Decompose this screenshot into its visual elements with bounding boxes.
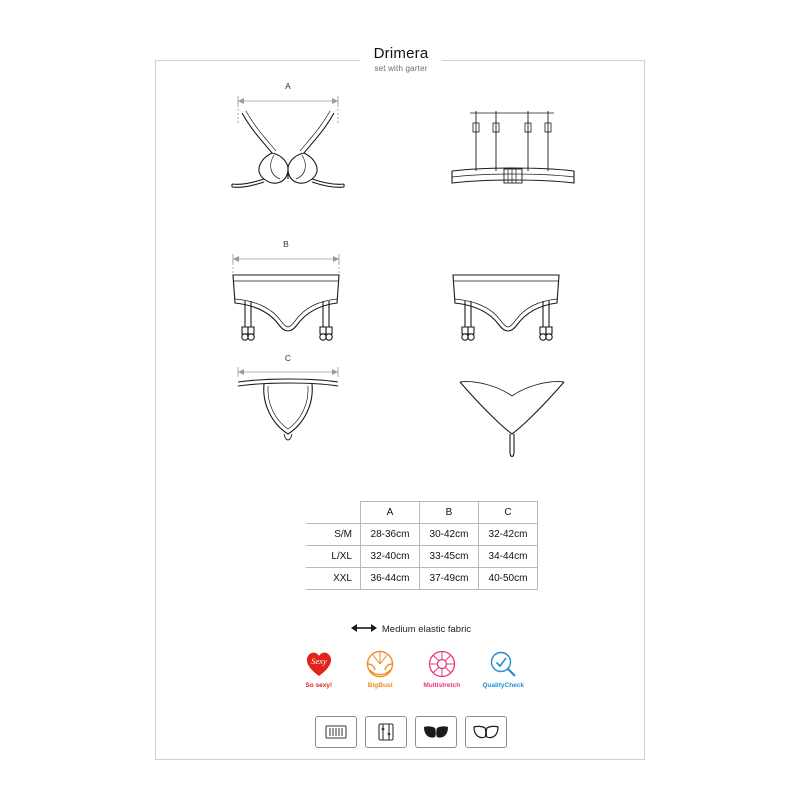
badge-so-sexy: [296, 649, 342, 690]
hand-wash-icon: [315, 716, 357, 748]
cell-xxl-c: 40-50cm: [479, 568, 538, 590]
left-right-arrow-icon: [351, 623, 377, 636]
cell-xxl-a: 36-44cm: [361, 568, 420, 590]
table-row: [306, 568, 538, 590]
dimension-label-b: B: [283, 239, 289, 249]
badge-label-bigbust: BigBust: [367, 682, 393, 689]
dimension-label-c: C: [284, 353, 292, 363]
row-header-sm: S/M: [306, 524, 361, 546]
no-tumble-dry-icon: [365, 716, 407, 748]
page-title: Drimera: [373, 45, 429, 62]
page-subtitle: set with garter: [374, 64, 428, 73]
cell-lxl-b: 33-45cm: [420, 546, 479, 568]
care-icon-row: [296, 716, 526, 748]
table-col-header-c: C: [479, 502, 538, 524]
cell-sm-b: 30-42cm: [420, 524, 479, 546]
badge-multistretch: [419, 649, 465, 690]
table-row: [306, 546, 538, 568]
row-header-lxl: L/XL: [306, 546, 361, 568]
cell-xxl-b: 37-49cm: [420, 568, 479, 590]
elastic-fabric-label: Medium elastic fabric: [381, 624, 472, 635]
title-bg: [360, 45, 443, 75]
badge-bigbust: [358, 649, 404, 690]
badge-label-qualitycheck: QualityCheck: [482, 682, 525, 689]
sexy-heart-icon: [296, 649, 342, 679]
thong-front-view: [216, 353, 376, 471]
table-col-header-a: A: [361, 502, 420, 524]
badge-qualitycheck: [481, 649, 527, 690]
bigbust-icon: [358, 649, 404, 679]
badge-label-multistretch: Multistretch: [423, 682, 461, 689]
elastic-fabric-note: [306, 623, 516, 636]
cell-sm-a: 28-36cm: [361, 524, 420, 546]
thong-back-view: [436, 356, 596, 471]
size-chart-table: [306, 501, 538, 590]
product-spec-sheet: [155, 45, 645, 760]
badge-label-so-sexy: So sexy!: [305, 682, 333, 689]
qualitycheck-icon: [481, 649, 527, 679]
cell-sm-c: 32-42cm: [479, 524, 538, 546]
unpadded-bra-cups-icon: [465, 716, 507, 748]
bra-back-view: [436, 83, 596, 208]
table-row: [306, 524, 538, 546]
badge-inner-text: Sexy: [310, 656, 327, 666]
bra-front-view: [216, 83, 376, 208]
title-block: [156, 45, 646, 76]
row-header-xxl: XXL: [306, 568, 361, 590]
feature-badges: [296, 649, 526, 690]
cell-lxl-a: 32-40cm: [361, 546, 420, 568]
table-col-header-b: B: [420, 502, 479, 524]
dimension-label-a: A: [285, 81, 291, 91]
table-corner-cell: [306, 502, 361, 524]
padded-bra-cups-icon: [415, 716, 457, 748]
table-header-row: [306, 502, 538, 524]
cell-lxl-c: 34-44cm: [479, 546, 538, 568]
multistretch-icon: [419, 649, 465, 679]
